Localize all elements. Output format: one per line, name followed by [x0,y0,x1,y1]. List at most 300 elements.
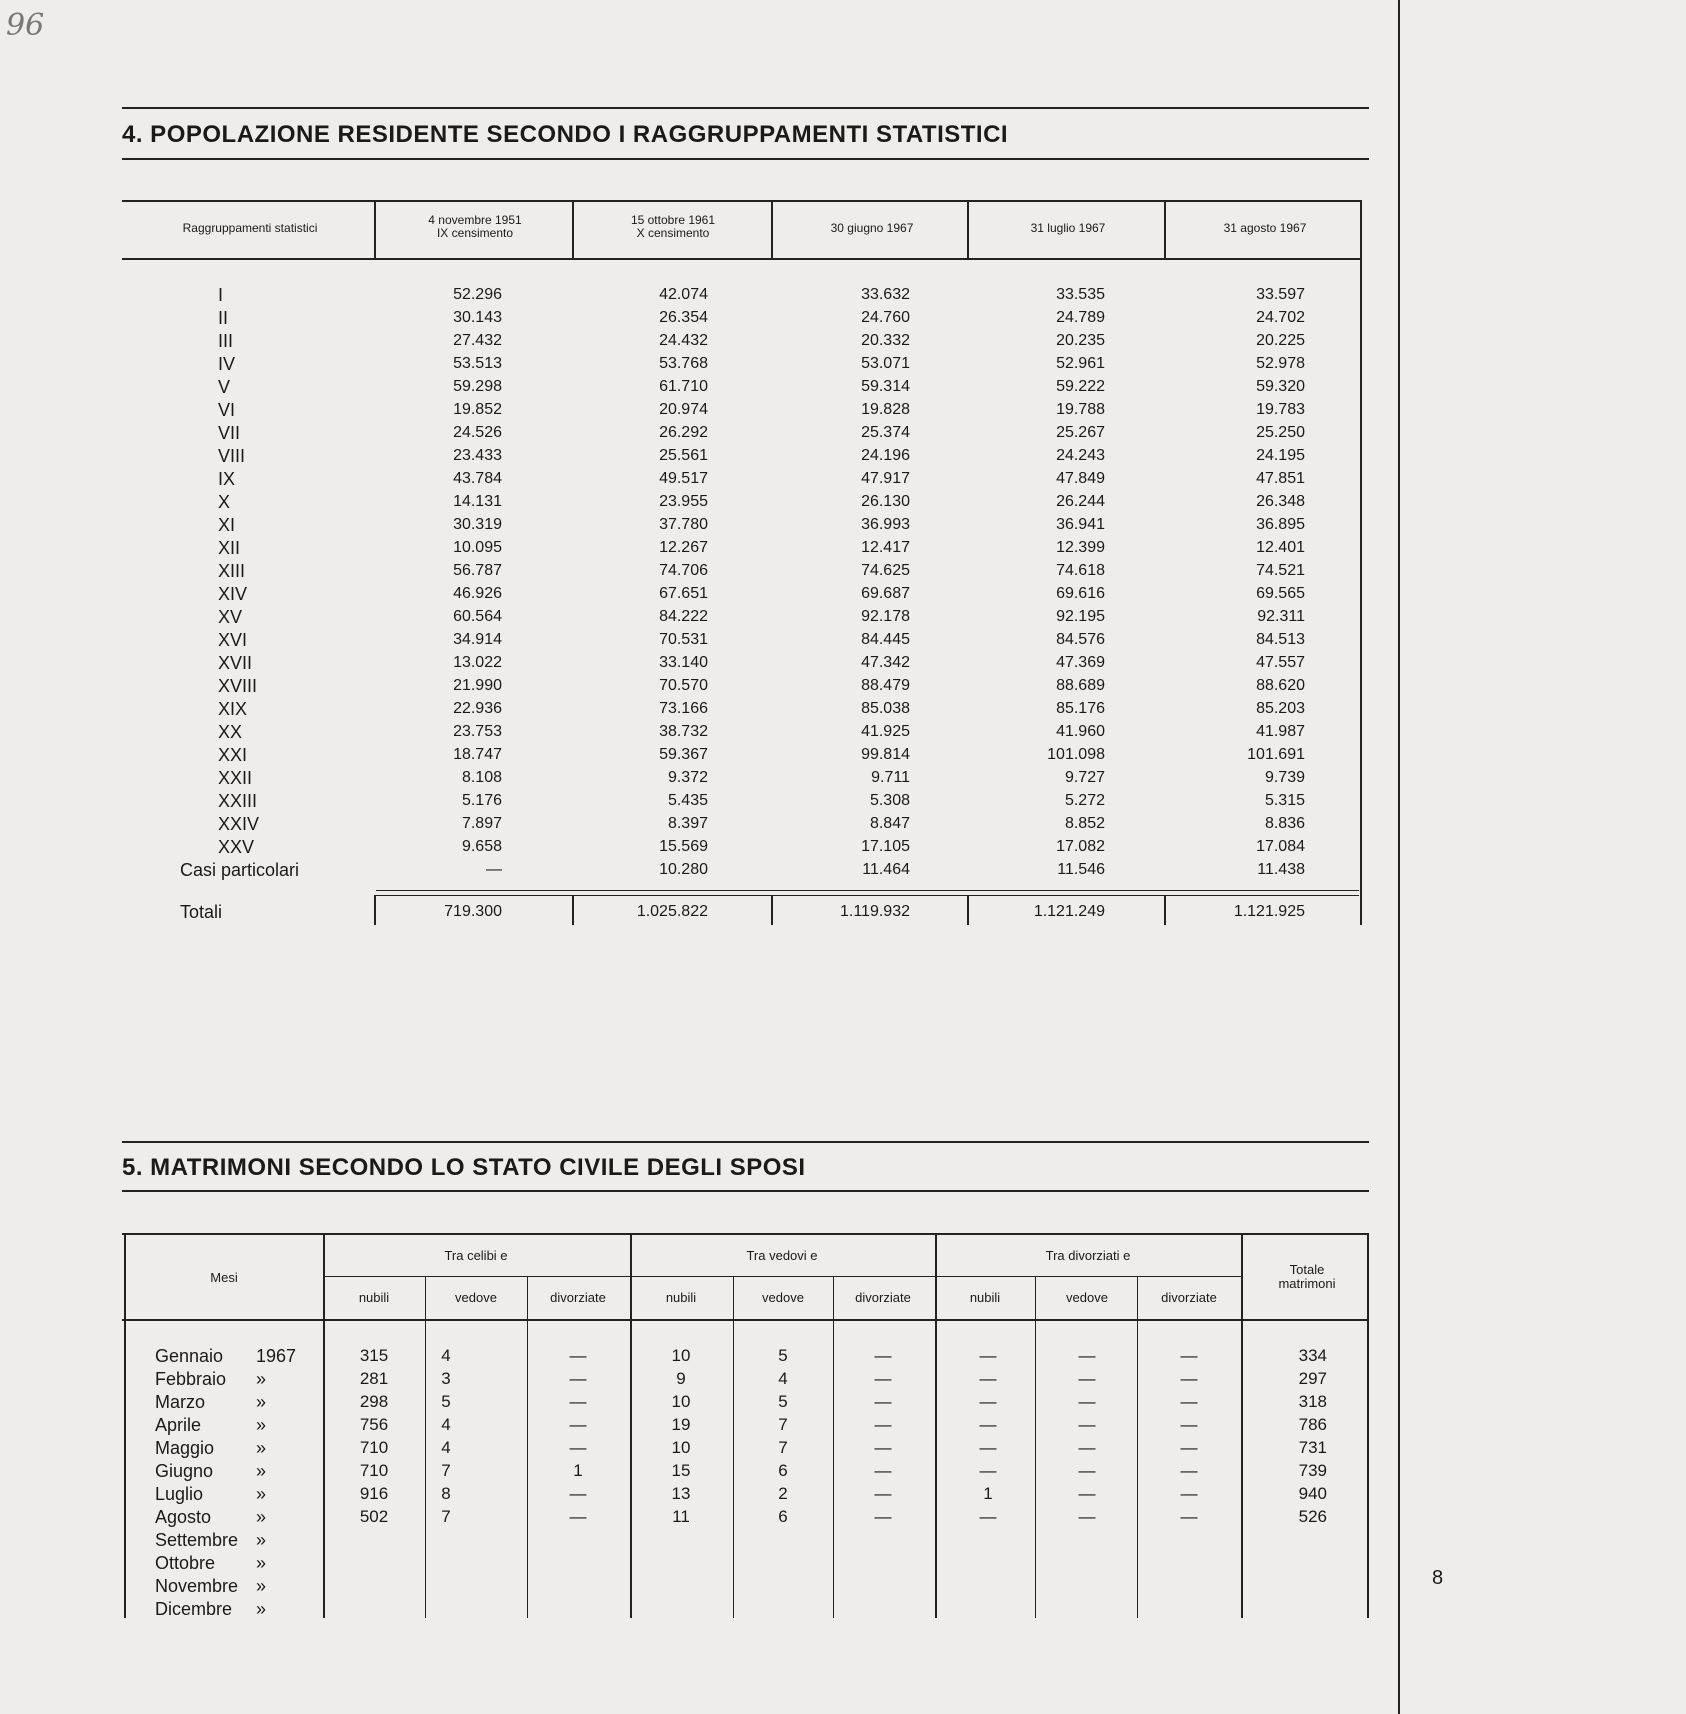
table5-title-rule-top [122,1141,1369,1143]
table5-group-header: Tra celibi e [444,1248,508,1263]
table5-total-cell: 297 [1298,1369,1327,1388]
table5-cell: — [874,1438,892,1457]
table4-cell: 53.768 [659,355,708,372]
table5-cell: — [874,1415,892,1434]
table4-cell: 5.308 [869,792,910,809]
table5-total-cell: 786 [1298,1415,1327,1434]
table4-cell: 19.828 [861,401,910,418]
table4-cell: 26.348 [1256,493,1305,510]
table4-cell: 5.176 [461,792,502,809]
table5-cell: — [569,1484,587,1503]
table5-cell: 2 [778,1484,788,1503]
table4-cell: 20.332 [861,332,910,349]
table4-cell: 59.320 [1256,378,1305,395]
table4-row-label: XVIII [218,676,258,696]
table5-year-label: » [256,1599,267,1619]
table4-cell: 53.513 [453,355,502,372]
table4-special-label: Casi particolari [180,860,300,880]
table4-title: 4. POPOLAZIONE RESIDENTE SECONDO I RAGGRUPPAMENTI STATISTICI [122,121,1009,148]
table4-cell: 24.196 [861,447,910,464]
table5-cell: — [569,1415,587,1434]
table5-cell: 6 [778,1461,788,1480]
table5-month-label: Agosto [155,1507,212,1527]
table4-cell: 19.788 [1056,401,1105,418]
table5-month-label: Marzo [155,1392,206,1412]
table5-cell: — [1180,1507,1198,1526]
table5-month-label: Febbraio [155,1369,227,1389]
table4-cell: 69.616 [1056,585,1105,602]
table4-cell: 17.105 [861,838,910,855]
table4-cell: 59.222 [1056,378,1105,395]
table4-cell: 9.727 [1064,769,1105,786]
table4-cell: 74.521 [1256,562,1305,579]
table4-cell: 84.576 [1056,631,1105,648]
table4-cell: 5.272 [1064,792,1105,809]
table5-cell: — [1078,1392,1096,1411]
table4-cell: 24.195 [1256,447,1305,464]
table5-cell: — [569,1438,587,1457]
table4-cell: 47.917 [861,470,910,487]
table4-cell: 47.849 [1056,470,1105,487]
table4-totals-rule-2 [376,895,1359,896]
table4-cell: 84.513 [1256,631,1305,648]
table4-row-label: XXII [218,768,253,788]
table4-cell: 26.354 [659,309,708,326]
table5-subcol-header: nubili [665,1290,697,1305]
table4-cell: 92.311 [1257,608,1305,625]
table5-cell: 10 [671,1438,691,1457]
table4-cell: 11.438 [1257,861,1305,878]
table5-group-rule [935,1276,1241,1277]
table4-row-label: XXIII [218,791,258,811]
table4-cell: 38.732 [659,723,708,740]
table4-cell: 41.960 [1056,723,1105,740]
table5-cell: 756 [359,1415,389,1434]
table4-cell: 8.397 [667,815,708,832]
table5-cell: — [1180,1369,1198,1388]
table4-cell: 1.121.249 [1033,903,1105,920]
table4-cell: 11.546 [1057,861,1105,878]
table5-year-label: » [256,1392,267,1412]
table5-cell: 10 [671,1392,691,1411]
table4-row-label: XI [218,515,236,535]
table4-cell: 47.851 [1256,470,1305,487]
table5-cell: — [1180,1346,1198,1365]
table4-col-divider-totals [1164,895,1166,925]
table5-cell: — [1078,1438,1096,1457]
table5-minor-divider [833,1276,834,1618]
table4-row-label: XXI [218,745,248,765]
table4-cell: 12.267 [659,539,708,556]
table5-cell: — [979,1369,997,1388]
table4-cell: 1.121.925 [1233,903,1305,920]
table4-col-header-sub: X censimento [636,226,710,240]
table5-cell: 3 [441,1369,451,1388]
table4-cell: 74.618 [1056,562,1105,579]
table4-cell: 36.993 [861,516,910,533]
table4-row-label: XVI [218,630,248,650]
table4-cell: 88.689 [1056,677,1105,694]
table5-subcol-header: nubili [969,1290,1001,1305]
table4-cell: 13.022 [453,654,502,671]
table5-total-cell: 334 [1298,1346,1327,1365]
table5-year-label: » [256,1438,267,1458]
table4-cell: 47.557 [1256,654,1305,671]
table4-cell: 27.432 [453,332,502,349]
table4-cell: 26.244 [1056,493,1105,510]
table4-cell: 84.445 [861,631,910,648]
handwritten-page-number: 96 [6,8,45,43]
table4-cell: 8.836 [1264,815,1305,832]
table5-month-label: Aprile [155,1415,202,1435]
table4-cell: 70.531 [659,631,708,648]
table5-cell: — [874,1369,892,1388]
table4-cell: 12.417 [861,539,910,556]
table4-cell: 99.814 [861,746,910,763]
table4-row-label: XV [218,607,243,627]
table5-title-rule-bottom [122,1190,1369,1192]
table4-cell: 88.620 [1256,677,1305,694]
table4-cell: 719.300 [444,903,502,920]
table5-year-label: » [256,1553,267,1573]
table5-minor-divider [733,1276,734,1618]
table4-cell: 73.166 [659,700,708,717]
table4-cell: 30.319 [453,516,502,533]
table5-cell: 916 [359,1484,389,1503]
table4-cell: 24.432 [659,332,708,349]
table5-cell: 7 [778,1438,788,1457]
table4-cell: 92.178 [861,608,910,625]
table4-cell: 34.914 [453,631,502,648]
table4-cell: 15.569 [659,838,708,855]
table4-row-label: VII [218,423,241,443]
table5-cell: 5 [778,1392,788,1411]
table4-totals-rule [376,890,1359,891]
table4-cell: 56.787 [453,562,502,579]
table5-major-divider [323,1233,325,1618]
table5-major-divider [124,1233,126,1618]
table5-cell: 281 [359,1369,389,1388]
table4-cell: 52.961 [1056,355,1105,372]
table4-cell: — [486,861,502,878]
table4-cell: 24.789 [1056,309,1105,326]
table4-cell: 33.597 [1256,286,1305,303]
table5-cell: — [1078,1507,1096,1526]
table4-cell: 21.990 [453,677,502,694]
table4-cell: 74.706 [659,562,708,579]
table4-cell: 12.399 [1056,539,1105,556]
table4-cell: 43.784 [453,470,502,487]
table4-cell: 20.235 [1056,332,1105,349]
table4-cell: 8.852 [1064,815,1105,832]
table5-year-label: » [256,1484,267,1504]
table4-cell: 37.780 [659,516,708,533]
table5-header-rule-top [122,1233,1369,1235]
table4-cell: 67.651 [659,585,708,602]
table5-cell: — [1078,1415,1096,1434]
table4-cell: 59.298 [453,378,502,395]
table4-col-divider-totals [572,895,574,925]
table4-col-header: 15 ottobre 1961 [630,213,716,227]
table4-cell: 85.038 [861,700,910,717]
table5-cell: — [1180,1392,1198,1411]
table4-cell: 26.130 [861,493,910,510]
table5-cell: 7 [441,1461,451,1480]
table5-cell: — [569,1346,587,1365]
table4-cell: 74.625 [861,562,910,579]
table4-cell: 60.564 [453,608,502,625]
table4-col-divider [1164,200,1166,258]
table5-cell: 4 [441,1438,451,1457]
table4-cell: 85.203 [1256,700,1305,717]
table5-month-label: Dicembre [155,1599,233,1619]
table4-col-divider [771,200,773,258]
table5-cell: — [1180,1415,1198,1434]
table5-group-header: Tra vedovi e [746,1248,818,1263]
table4-row-label: XIII [218,561,246,581]
table4-cell: 33.140 [659,654,708,671]
table5-cell: — [979,1461,997,1480]
table5-month-label: Luglio [155,1484,204,1504]
table5-month-label: Novembre [155,1576,239,1596]
table4-cell: 19.852 [453,401,502,418]
table4-cell: 69.565 [1256,585,1305,602]
table5-year-label: » [256,1576,267,1596]
table5-cell: 8 [441,1484,451,1503]
table5-cell: — [979,1392,997,1411]
table4-cell: 26.292 [659,424,708,441]
table4-row-label: XVII [218,653,253,673]
table5-cell: 19 [671,1415,691,1434]
table5-cell: — [1078,1461,1096,1480]
table4-cell: 88.479 [861,677,910,694]
table4-col-divider [572,200,574,258]
table5-cell: 1 [983,1484,993,1503]
table4-cell: 41.925 [861,723,910,740]
table5-cell: 4 [441,1346,451,1365]
table5-cell: 502 [359,1507,389,1526]
table4-cell: 33.632 [861,286,910,303]
table4-col-header-sub: IX censimento [436,226,514,240]
table5-total-header-line1: Totale [1289,1262,1325,1277]
table5-cell: — [874,1507,892,1526]
table4-row-label: XXIV [218,814,260,834]
table5-total-header-line2: matrimoni [1278,1276,1336,1291]
table5-month-label: Maggio [155,1438,215,1458]
table4-col-divider-totals [967,895,969,925]
table5-cell: — [1078,1484,1096,1503]
table5-cell: — [1180,1484,1198,1503]
table4-cell: 36.941 [1056,516,1105,533]
table5-group-rule [630,1276,935,1277]
table4-row-label: XII [218,538,241,558]
table4-cell: 42.074 [659,286,708,303]
table5-cell: 9 [676,1369,686,1388]
right-margin-line [1398,0,1400,1714]
table4-cell: 17.082 [1056,838,1105,855]
table4-col-header: 4 novembre 1951 [428,213,522,227]
table4-row-label: IX [218,469,236,489]
table4-cell: 23.433 [453,447,502,464]
table4-row-label: XX [218,722,243,742]
table4-row-label: II [218,308,229,328]
table4-cell: 70.570 [659,677,708,694]
table4-row-label: V [218,377,231,397]
table4-cell: 8.108 [461,769,502,786]
table5-cell: — [569,1392,587,1411]
table5-cell: 710 [359,1438,389,1457]
table4-cell: 33.535 [1056,286,1105,303]
table4-title-rule-bottom [122,158,1369,160]
table5-cell: 298 [359,1392,389,1411]
table4-cell: 9.372 [667,769,708,786]
table5-cell: — [1180,1438,1198,1457]
table4-cell: 9.739 [1264,769,1305,786]
table4-cell: 17.084 [1256,838,1305,855]
table4-cell: 5.315 [1264,792,1305,809]
table5-year-label: » [256,1369,267,1389]
table4-col-header: 30 giugno 1967 [830,221,914,235]
table4-cell: 14.131 [453,493,502,510]
table5-cell: — [874,1346,892,1365]
table5-subcol-header: vedove [1066,1290,1108,1305]
table5-month-label: Ottobre [155,1553,216,1573]
table5-cell: 13 [671,1484,691,1503]
table4-row-label: IV [218,354,236,374]
table5-minor-divider [1137,1276,1138,1618]
table5-cell: 4 [441,1415,451,1434]
table5-subcol-header: divorziate [550,1290,606,1305]
table5-cell: — [979,1415,997,1434]
table5-cell: — [1078,1369,1096,1388]
table4-cell: 84.222 [659,608,708,625]
table4-cell: 69.687 [861,585,910,602]
table4-cell: 61.710 [659,378,708,395]
table4-col-header-groups: Raggruppamenti statistici [182,221,318,235]
table5-group-header: Tra divorziati e [1045,1248,1131,1263]
table4-cell: 25.374 [861,424,910,441]
table4-cell: 20.974 [659,401,708,418]
table5-cell: — [569,1369,587,1388]
table5-cell: — [569,1507,587,1526]
table5-total-cell: 318 [1298,1392,1327,1411]
table4-row-label: III [218,331,234,351]
table4-cell: 59.367 [659,746,708,763]
table4-cell: 7.897 [461,815,502,832]
table4-col-header: 31 agosto 1967 [1223,221,1307,235]
table4-row-label: XIV [218,584,248,604]
table5-cell: 710 [359,1461,389,1480]
table4-cell: 53.071 [861,355,910,372]
table5-cell: 11 [672,1507,690,1526]
table4-cell: 52.978 [1256,355,1305,372]
table4-title-rule-top [122,107,1369,109]
table4-cell: 19.783 [1256,401,1305,418]
table4-cell: 24.243 [1056,447,1105,464]
table4-cell: 47.342 [861,654,910,671]
table5-cell: — [979,1507,997,1526]
table4-cell: 22.936 [453,700,502,717]
table4-col-divider [967,200,969,258]
table4-cell: 10.280 [659,861,708,878]
table5-total-cell: 526 [1298,1507,1327,1526]
table4-cell: 11.464 [862,861,910,878]
table5-major-divider [1241,1233,1243,1618]
table4-cell: 9.658 [461,838,502,855]
table4-row-label: X [218,492,231,512]
table4-cell: 47.369 [1056,654,1105,671]
table4-cell: 24.702 [1256,309,1305,326]
table4-cell: 1.025.822 [636,903,708,920]
table5-minor-divider [1035,1276,1036,1618]
table5-month-label: Settembre [155,1530,239,1550]
table4-cell: 46.926 [453,585,502,602]
table5-cell: 4 [778,1369,788,1388]
table5-subcol-header: vedove [455,1290,497,1305]
table4-cell: 101.691 [1247,746,1305,763]
page-number: 8 [1432,1567,1444,1589]
table5-month-label: Gennaio [155,1346,224,1366]
table5-subcol-header: divorziate [855,1290,911,1305]
table4-row-label: I [218,285,224,305]
table5-total-cell: 739 [1298,1461,1327,1480]
table4-col-header: 31 luglio 1967 [1030,221,1106,235]
table5-year-label: » [256,1530,267,1550]
table5-header-rule-bottom [122,1319,1369,1321]
table4-cell: 101.098 [1047,746,1105,763]
table4-row-label: VIII [218,446,246,466]
table5-cell: — [1180,1461,1198,1480]
table5-cell: 5 [778,1346,788,1365]
table4-cell: 24.760 [861,309,910,326]
table4-cell: 36.895 [1256,516,1305,533]
table5-subcol-header: nubili [358,1290,390,1305]
table4-cell: 25.250 [1256,424,1305,441]
table5-cell: 1 [573,1461,583,1480]
table4-cell: 24.526 [453,424,502,441]
table5-cell: — [979,1346,997,1365]
table5-cell: 15 [671,1461,691,1480]
table4-cell: 1.119.932 [840,903,910,920]
table4-cell: 25.561 [659,447,708,464]
table5-mesi-header: Mesi [210,1270,238,1285]
table4-col-divider-totals [771,895,773,925]
table5-cell: 10 [671,1346,691,1365]
table4-cell: 10.095 [453,539,502,556]
table4-cell: 30.143 [453,309,502,326]
table4-header-rule-bottom [122,258,1362,260]
table5-year-label: » [256,1415,267,1435]
table5-subcol-header: divorziate [1161,1290,1217,1305]
table4-cell: 41.987 [1256,723,1305,740]
table5-subcol-header: vedove [762,1290,804,1305]
table4-cell: 85.176 [1056,700,1105,717]
table5-cell: — [874,1392,892,1411]
table5-major-divider [1367,1233,1369,1618]
table5-cell: 6 [778,1507,788,1526]
table4-cell: 25.267 [1056,424,1105,441]
table5-minor-divider [527,1276,528,1618]
table4-cell: 52.296 [453,286,502,303]
table5-cell: — [1078,1346,1096,1365]
table5-month-label: Giugno [155,1461,214,1481]
table5-cell: — [874,1461,892,1480]
table4-header-rule-top [122,200,1362,202]
table5-major-divider [630,1233,632,1618]
table4-cell: 20.225 [1256,332,1305,349]
table4-cell: 23.753 [453,723,502,740]
table5-cell: 315 [359,1346,389,1365]
